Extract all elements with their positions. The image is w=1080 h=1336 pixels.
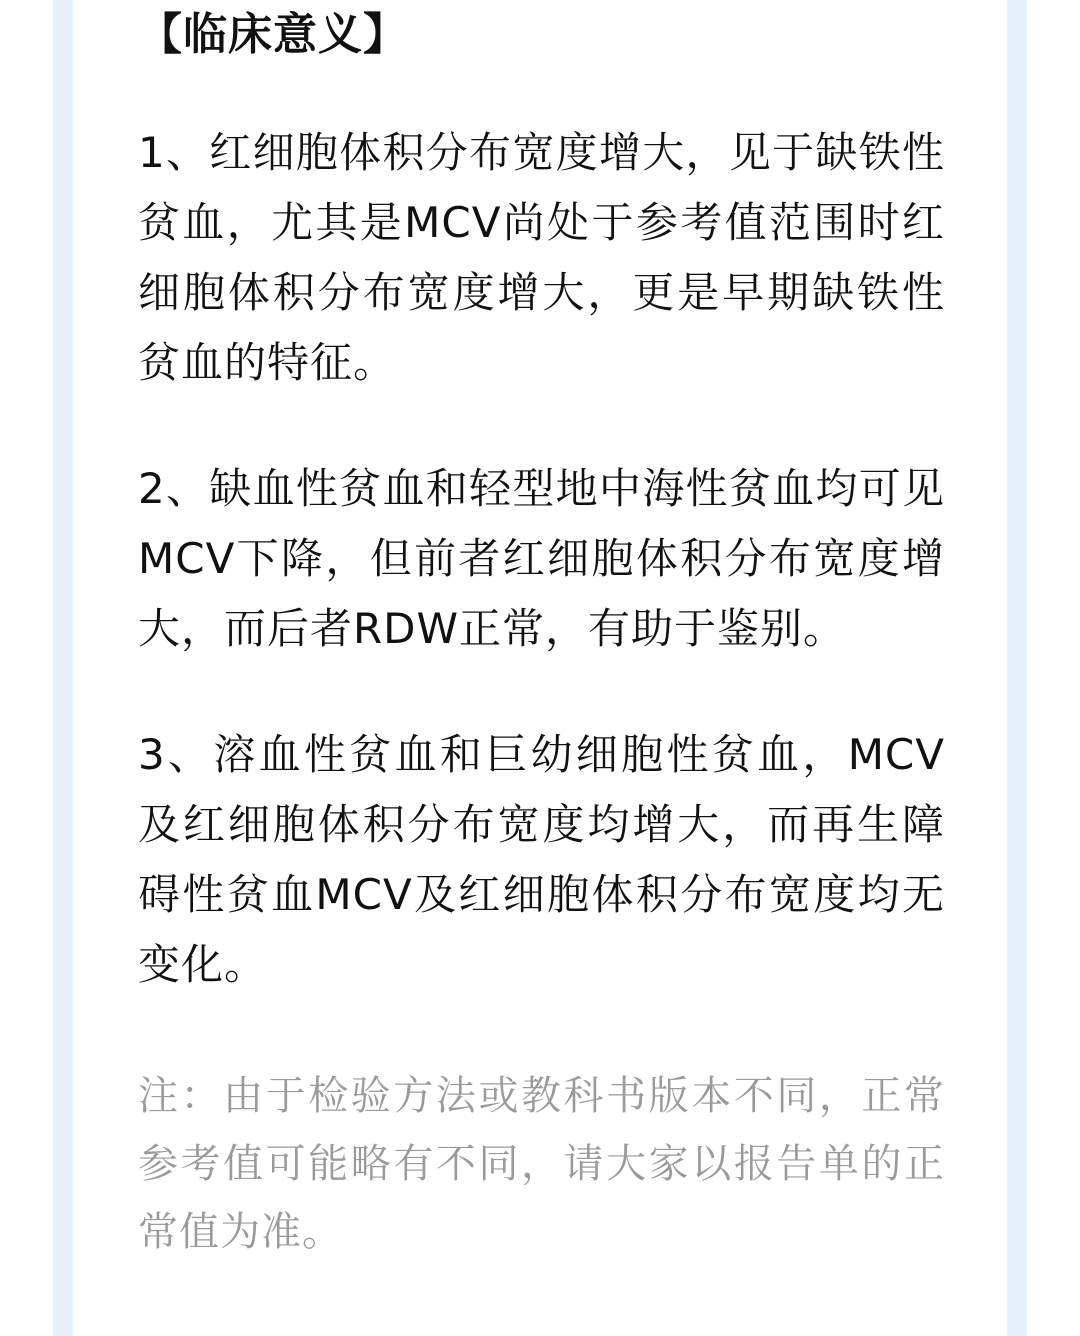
right-accent-strip: [1007, 0, 1027, 1336]
left-accent-strip: [53, 0, 73, 1336]
paragraph-3: 3、溶血性贫血和巨幼细胞性贫血，MCV及红细胞体积分布宽度均增大，而再生障碍性贫血MCV及红细胞体积分布宽度均无变化。: [138, 730, 945, 989]
paragraph-1: 1、红细胞体积分布宽度增大，见于缺铁性贫血，尤其是MCV尚处于参考值范围时红细胞体积分布宽度增大，更是早期缺铁性贫血的特征。: [138, 128, 945, 387]
paragraph-2: 2、缺血性贫血和轻型地中海性贫血均可见MCV下降，但前者红细胞体积分布宽度增大，而后者RDW正常，有助于鉴别。: [138, 464, 945, 653]
footnote: 注：由于检验方法或教科书版本不同，正常参考值可能略有不同，请大家以报告单的正常值为准。: [138, 1073, 945, 1255]
section-title: 【临床意义】: [138, 9, 408, 60]
article-content: [138, 8, 945, 1266]
